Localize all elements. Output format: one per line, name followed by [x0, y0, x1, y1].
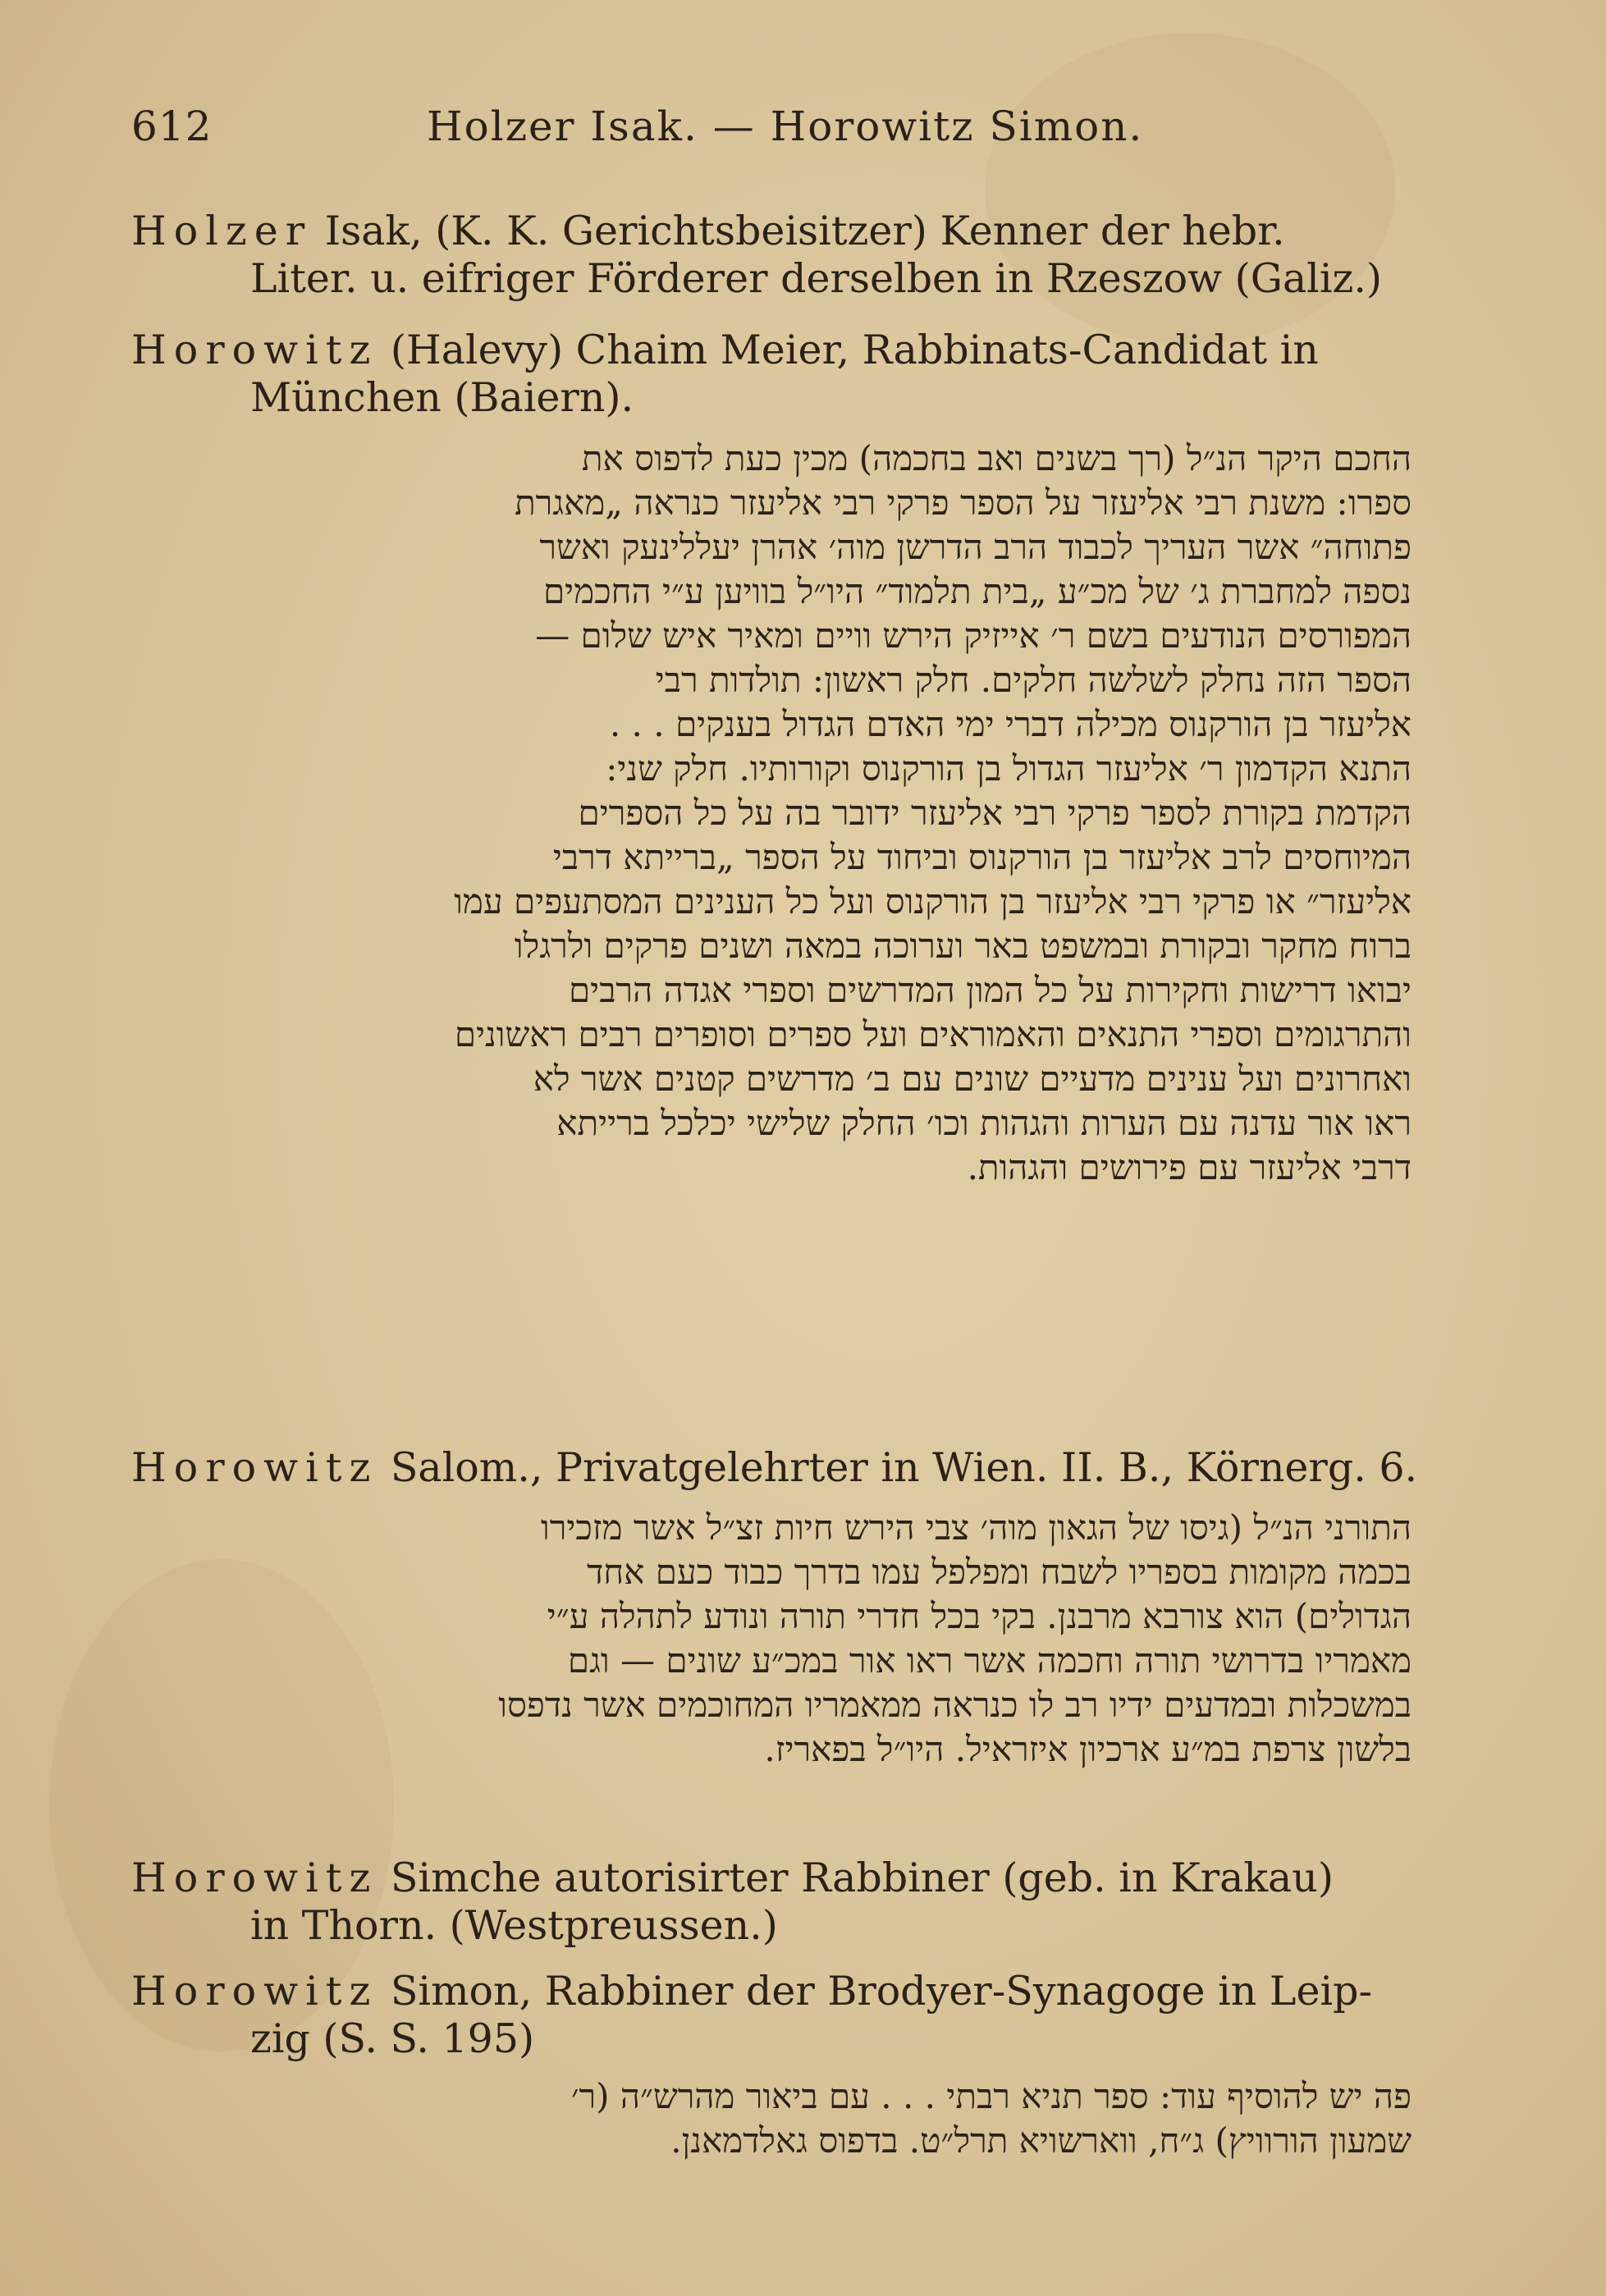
hebrew-line: שמעון הורוויץ) ג״ח, ווארשויא תרל״ט. בדפוס גאלדמאנן. [670, 2120, 1412, 2161]
entry-line [131, 1968, 1412, 2015]
entry-line: in Thorn. (Westpreussen.) [250, 1902, 778, 1949]
entry-name: Horowitz [131, 1968, 378, 2015]
hebrew-line: אליעזר בן הורקנוס מכילה דברי ימי האדם הגדול בענקים . . . [609, 704, 1412, 744]
entry-line: zig (S. S. 195) [250, 2015, 535, 2062]
entry-name: Holzer [131, 208, 313, 254]
entry-horowitz-simche [131, 1855, 1412, 1950]
page-header [131, 103, 1412, 160]
entry-line: München (Baiern). [250, 374, 634, 421]
entry-name: Horowitz [131, 1855, 378, 1901]
hebrew-line: בכמה מקומות בספריו לשבח ומפלפל עמו בדרך כבוד כעם אחד [587, 1552, 1412, 1592]
entry-horowitz-salom [131, 1444, 1418, 1492]
hebrew-line: דרבי אליעזר עם פירושים והגהות. [967, 1147, 1412, 1187]
entry-text: Salom., Privatgelehrter in Wien. II. B., Körnerg. 6. [377, 1444, 1418, 1491]
running-head: Holzer Isak. — Horowitz Simon. [427, 103, 1144, 150]
hebrew-line: הקדמת בקורת לספר פרקי רבי אליעזר ידובר בה על כל הספרים [578, 793, 1412, 833]
entry-text: Simche autorisirter Rabbiner (geb. in Krakau) [377, 1855, 1334, 1901]
entry-horowitz-simon [131, 1968, 1412, 2063]
hebrew-line: בלשון צרפת במ״ע ארכיון איזראיל. היו״ל בפאריז. [764, 1729, 1412, 1769]
hebrew-paragraph-simon [238, 2074, 1412, 2163]
entry-text: Simon, Rabbiner der Brodyer-Synagoge in Leip- [377, 1968, 1373, 2015]
entry-holzer-isak [131, 208, 1412, 303]
entry-line [131, 1444, 1418, 1492]
hebrew-line: ראו אור עדנה עם הערות והגהות וכו׳ החלק שלישי יכלכל ברייתא [556, 1103, 1412, 1143]
hebrew-line: המפורסים הנודעים בשם ר׳ אייזיק הירש וויים ומאיר איש שלום — [535, 615, 1412, 656]
hebrew-line: הגדולים) הוא צורבא מרבנן. בקי בכל חדרי תורה ונודע לתהלה ע״י [547, 1596, 1412, 1636]
hebrew-line: מאמריו בדרושי תורה וחכמה אשר ראו אור במכ״ע שונים — וגם [567, 1640, 1412, 1681]
hebrew-paragraph-chaim [238, 437, 1412, 1190]
entry-name: Horowitz [131, 327, 378, 373]
hebrew-line: נספה למחברת ג׳ של מכ״ע „בית תלמוד״ היו״ל בוויען ע״י החכמים [542, 571, 1412, 611]
hebrew-line: ברוח מחקר ובקורת ובמשפט באר וערוכה במאה ושנים פרקים ולרגלו [514, 926, 1412, 966]
hebrew-line: פה יש להוסיף עוד: ספר תניא רבתי . . . עם ביאור מהרש״ה (ר׳ [570, 2076, 1412, 2116]
page-number: 612 [131, 103, 213, 150]
entry-text: Isak, (K. K. Gerichtsbeisitzer) Kenner der hebr. [312, 208, 1285, 254]
entry-horowitz-chaim [131, 327, 1412, 422]
hebrew-line: פתוחה״ אשר העריך לכבוד הרב הדרשן מוה׳ אהרן יעללינעק ואשר [539, 527, 1412, 567]
entry-line [131, 1855, 1412, 1902]
entry-text: (Halevy) Chaim Meier, Rabbinats-Candidat in [377, 327, 1319, 373]
hebrew-line: במשכלות ובמדעים ידיו רב לו כנראה ממאמריו המחוכמים אשר נדפסו [498, 1685, 1412, 1725]
entry-name: Horowitz [131, 1444, 378, 1491]
entry-line: Liter. u. eifriger Förderer derselben in Rzeszow (Galiz.) [250, 255, 1383, 302]
hebrew-line: התורני הנ״ל (גיסו של הגאון מוה׳ צבי הירש חיות זצ״ל אשר מזכירו [541, 1507, 1412, 1548]
hebrew-line: המיוחסים לרב אליעזר בן הורקנוס וביחוד על הספר „ברייתא דרבי [552, 837, 1412, 877]
hebrew-line: אליעזר״ או פרקי רבי אליעזר בן הורקנוס ועל כל הענינים המסתעפים עמו [454, 881, 1412, 922]
hebrew-line: והתרגומים וספרי התנאים והאמוראים ועל ספרים וסופרים רבים ראשונים [454, 1014, 1412, 1054]
hebrew-line: התנא הקדמון ר׳ אליעזר הגדול בן הורקנוס וקורותיו. חלק שני: [606, 748, 1412, 789]
hebrew-line: החכם היקר הנ״ל (רך בשנים ואב בחכמה) מכין כעת לדפוס את [581, 438, 1412, 478]
hebrew-line: ספרו: משנת רבי אליעזר על הספר פרקי רבי אליעזר כנראה „מאגרת [515, 483, 1412, 523]
hebrew-line: ואחרונים ועל ענינים מדעיים שונים עם ב׳ מדרשים קטנים אשר לא [533, 1059, 1412, 1099]
hebrew-line: הספר הזה נחלק לשלשה חלקים. חלק ראשון: תולדות רבי [655, 660, 1412, 700]
hebrew-paragraph-salom [238, 1506, 1412, 1772]
entry-line [131, 327, 1412, 374]
entry-line [131, 208, 1412, 255]
hebrew-line: יבואו דרישות וחקירות על כל המון המדרשים וספרי אגדה הרבים [568, 970, 1412, 1010]
